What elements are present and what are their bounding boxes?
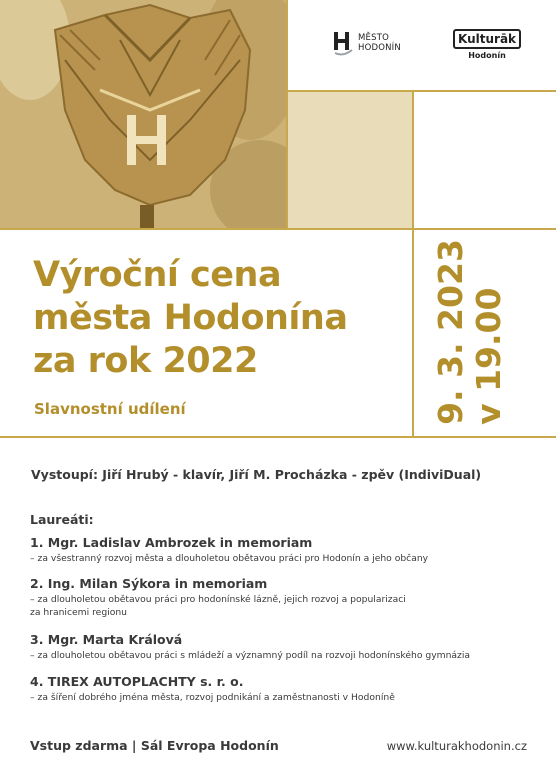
laureate-name: 4. TIREX AUTOPLACHTY s. r. o. — [30, 674, 244, 689]
divider — [286, 90, 556, 92]
divider — [0, 228, 556, 230]
kulturak-logo-text: Kulturāk — [453, 29, 521, 49]
event-date-day: 9. 3. 2023 — [431, 239, 470, 425]
kulturak-logo-sub: Hodonín — [468, 51, 506, 60]
laureate-desc: – za dlouholetou obětavou práci pro hodonínské lázně, jejich rozvoj a popularizaci — [30, 594, 406, 605]
laureate-name: 2. Ing. Milan Sýkora in memoriam — [30, 576, 268, 591]
city-h-icon — [333, 30, 353, 56]
kulturak-logo — [453, 29, 521, 60]
title-line-1: Výroční cena — [33, 255, 282, 295]
laureate-desc: – za šíření dobrého jména města, rozvoj podnikání a zaměstnanosti v Hodoníně — [30, 692, 395, 703]
page-title — [33, 254, 347, 383]
venue-info: Vstup zdarma | Sál Evropa Hodonín — [30, 738, 279, 753]
title-line-3: za rok 2022 — [33, 341, 258, 381]
logo-text-hodonin: HODONÍN — [358, 43, 401, 53]
list-item — [30, 535, 540, 565]
decorative-panel — [286, 90, 413, 228]
laureate-desc: – za dlouholetou obětavou práci s mládeží a významný podíl na rozvoji hodonínského gymnázia — [30, 650, 471, 661]
laureates-heading: Laureáti: — [30, 512, 94, 527]
divider — [412, 90, 414, 438]
laureate-name: 1. Mgr. Ladislav Ambrozek in memoriam — [30, 535, 313, 550]
event-date — [419, 232, 521, 432]
list-item — [30, 674, 540, 704]
laureate-desc: – za všestranný rozvoj města a dlouholetou obětavou práci pro Hodonín a jeho občany — [30, 553, 429, 564]
divider — [0, 436, 556, 438]
laureate-desc: za hranicemi regionu — [30, 607, 127, 618]
award-statue-photo — [0, 0, 286, 228]
title-line-2: města Hodonína — [33, 298, 348, 338]
event-date-time: v 19.00 — [469, 287, 508, 425]
divider — [286, 0, 288, 230]
list-item — [30, 632, 540, 662]
list-item — [30, 576, 540, 619]
laureate-name: 3. Mgr. Marta Králová — [30, 632, 183, 647]
subtitle: Slavnostní udílení — [34, 400, 186, 418]
website-link[interactable]: www.kulturakhodonin.cz — [386, 739, 527, 753]
mesto-hodonin-logo — [333, 30, 401, 56]
logo-text-mesto: MĚSTO — [358, 33, 389, 43]
performers: Vystoupí: Jiří Hrubý - klavír, Jiří M. Procházka - zpěv (IndiviDual) — [31, 467, 482, 482]
